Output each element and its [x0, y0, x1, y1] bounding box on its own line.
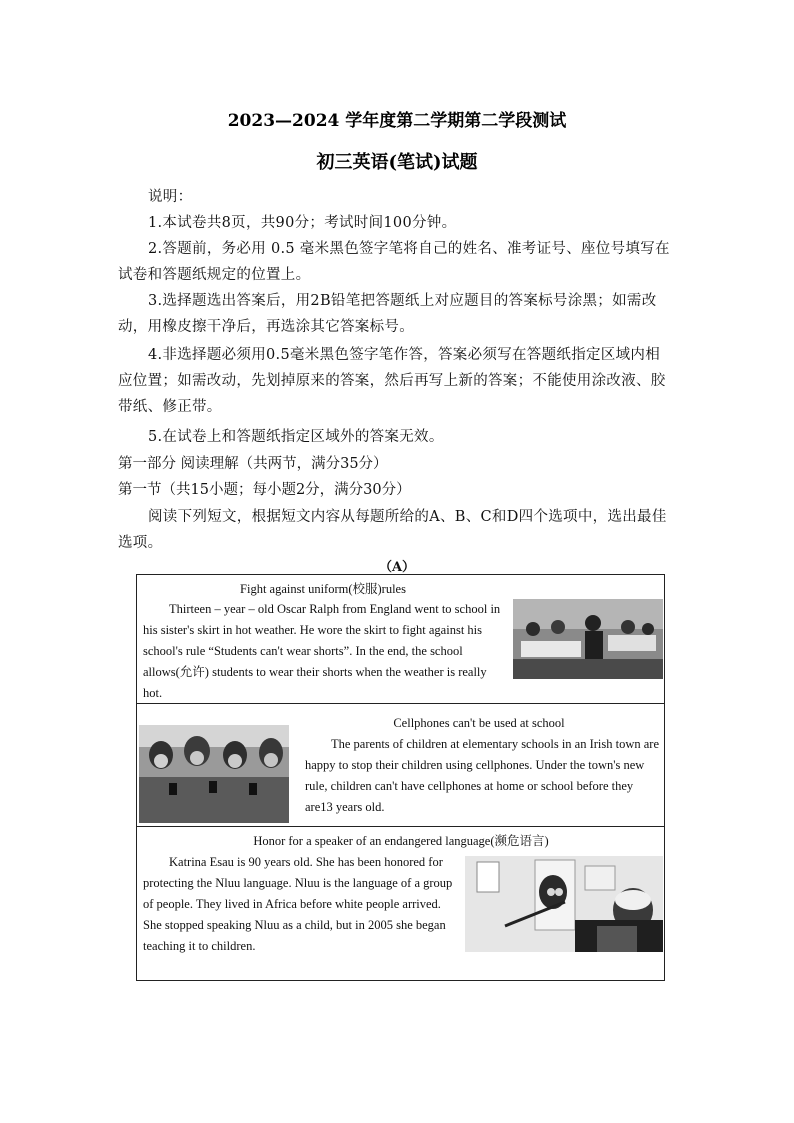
instruction-item: 2.答题前，务必用 0.5 毫米黑色签字笔将自己的姓名、准考证号、座位号填写在试卷和答题纸规定的位置上。 — [118, 241, 670, 283]
reading-box — [136, 574, 665, 981]
divider — [137, 826, 664, 827]
section-heading: 第一节（共15小题；每小题2分，满分30分） — [118, 482, 411, 498]
directions: 阅读下列短文，根据短文内容从每题所给的A、B、C和D四个选项中，选出最佳选项。 — [118, 509, 667, 551]
students-protest-photo — [513, 599, 663, 679]
instruction-item: 3.选择题选出答案后，用2B铅笔把答题纸上对应题目的答案标号涂黑；如需改动，用橡皮擦干净后，再选涂其它答案标号。 — [118, 293, 657, 335]
passage-label: （A） — [378, 560, 416, 575]
elder-teacher-photo — [465, 856, 663, 952]
article-title: Cellphones can't be used at school — [393, 716, 565, 730]
instruction-item: 4.非选择题必须用0.5毫米黑色签字笔作答，答案必须写在答题纸指定区域内相应位置；如需改动，先划掉原来的答案，然后再写上新的答案；不能使用涂改液、胶带纸、修正带。 — [118, 347, 666, 415]
part-heading: 第一部分 阅读理解（共两节，满分35分） — [118, 456, 388, 472]
instruction-item: 1.本试卷共8页，共90分；考试时间100分钟。 — [148, 215, 457, 231]
article-title: Honor for a speaker of an endangered language(濒危语言) — [253, 834, 549, 848]
article-body: Katrina Esau is 90 years old. She has been honored for protecting the Nluu language. Nluu is the language of a group of people. They lived in Africa before white people arrived. She stopped speaking Nluu as a child, but in 2005 she began teaching it to children. — [143, 855, 453, 953]
article-title: Fight against uniform(校服)rules — [240, 582, 406, 596]
exam-title: 2023—2024 学年度第二学期第二学段测试 — [227, 111, 567, 131]
children-with-phones-photo — [139, 725, 289, 823]
instructions-heading: 说明： — [148, 189, 193, 205]
article-body: The parents of children at elementary schools in an Irish town are happy to stop their children using cellphones. Under the town's new rule, children can't have cellphones at home or school before they are13 years old. — [305, 737, 660, 814]
article-body: Thirteen – year – old Oscar Ralph from England went to school in his sister's skirt in hot weather. He wore the skirt to fight against his school's rule “Students can't wear shorts”. In the end, the school allows(允许) students to wear their shorts when the weather is really hot. — [143, 602, 501, 700]
instruction-item: 5.在试卷上和答题纸指定区域外的答案无效。 — [148, 429, 444, 445]
exam-subtitle: 初三英语(笔试)试题 — [316, 152, 478, 173]
